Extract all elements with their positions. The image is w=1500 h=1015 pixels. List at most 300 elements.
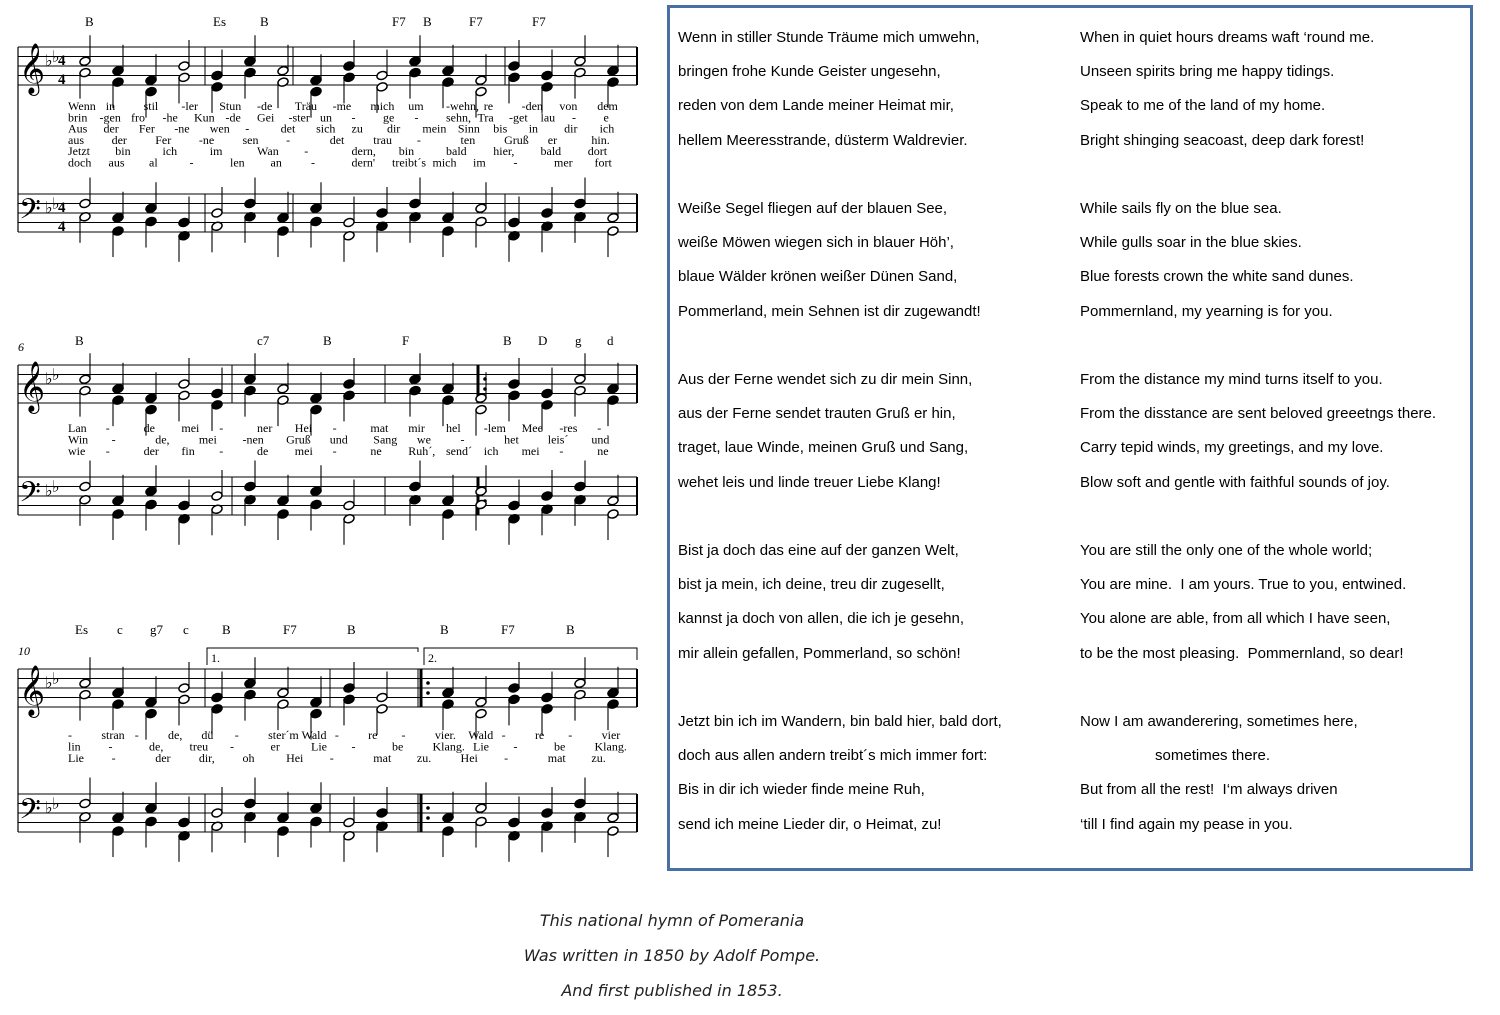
lyric-syllable: an [270,155,282,170]
lyric-syllable: -nen [242,432,264,447]
lyric-syllable: im [473,155,486,170]
german-line: doch aus allen andern treibt´s mich immer fort: [678,747,988,765]
lyric-syllable: - [189,155,194,170]
lyric-syllable: - [334,728,339,742]
lyric-syllable: -de [225,110,241,125]
note-head [541,208,553,219]
lyric-syllable: -ler [181,99,199,113]
lyric-syllable: Wenn [68,99,96,113]
note-head [145,203,157,214]
german-line: aus der Ferne sendet trauten Gruß er hin, [678,405,956,423]
lyric-syllable: zu. [591,751,606,766]
lyric-syllable: be [554,739,566,754]
flat-sign: ♭ [45,673,53,692]
lyric-syllable: dern, [351,144,376,159]
note-head [310,486,322,497]
chord-symbol: B [222,622,231,637]
lyric-syllable: de, [149,739,164,754]
english-line: Blow soft and gentle with faithful sounds of joy. [1080,473,1390,491]
note-head [409,481,421,492]
note-head [343,390,355,401]
lyric-syllable: bin [398,144,415,159]
note-head [310,203,322,214]
lyric-syllable: Hei [294,421,313,435]
lyric-syllable: -he [162,110,178,125]
volta-bracket [424,648,637,665]
lyric-syllable: - [501,728,506,742]
lyric-syllable: und [591,432,610,447]
flat-sign: ♭ [45,798,53,817]
chord-symbol: B [75,333,84,348]
lyric-syllable: mat [370,421,389,435]
note-head [475,708,487,719]
note-head [310,216,322,227]
lyric-syllable: Hei [460,751,478,766]
chord-symbol: B [323,333,332,348]
treble-clef: 𝄞 [19,361,46,412]
note-head [178,694,190,705]
note-head [277,395,289,406]
chord-symbol: F7 [283,622,297,637]
english-line: Blue forests crown the white sand dunes. [1080,268,1354,286]
lyric-syllable: mich [432,155,457,170]
lyric-syllable: - [401,728,406,742]
lyric-syllable: we [416,432,431,447]
note-head [211,704,223,715]
note-head [178,217,190,228]
lyric-syllable: in [528,121,539,136]
note-head [541,400,553,411]
lyric-syllable: Wald [301,728,327,742]
note-head [376,70,388,81]
lyric-syllable: -ne [198,132,215,147]
note-head [112,495,124,506]
note-head [607,395,619,406]
note-head [178,72,190,83]
english-line: But from all the rest! I‘m always driven [1080,781,1338,799]
note-head [112,77,124,88]
lyric-syllable: Tra [477,110,494,125]
lyric-syllable: - [351,739,356,754]
lyric-syllable: -ne [174,121,190,136]
lyric-syllable: - [245,121,250,136]
lyric-syllable: leis´ [547,432,569,447]
lyric-syllable: - [304,144,309,159]
note-head [145,816,157,827]
chord-symbol: F [402,333,410,348]
lyric-syllable: der [155,751,171,766]
lyric-syllable: hel [446,421,461,435]
lyrics-translation-box [667,5,1473,871]
chord-symbol: d [607,333,614,348]
lyric-syllable: bald [446,144,467,159]
english-line: Now I am awanderering, sometimes here, [1080,713,1358,730]
note-head [79,678,91,689]
lyric-syllable: - [414,110,419,125]
lyric-syllable: ten [460,132,476,147]
lyric-syllable: re [368,728,378,742]
note-head [277,687,289,698]
lyric-syllable: vier [601,728,621,742]
lyric-syllable: ich [162,144,178,159]
note-head [112,812,124,823]
note-head [607,687,619,698]
lyric-syllable: re [534,728,545,742]
german-line: traget, laue Winde, meinen Gruß und Sang, [678,439,969,457]
time-signature: 4 [58,53,66,69]
lyric-syllable: sen [242,132,259,147]
lyric-syllable: - [234,728,239,742]
measure-number: 10 [18,644,30,658]
note-head [79,385,91,396]
german-line: Bis in dir ich wieder finde meine Ruh, [678,781,925,799]
lyric-syllable: ich [483,444,499,459]
note-head [145,803,157,814]
note-head [112,509,124,520]
note-head [475,404,487,415]
lyric-syllable: mei [181,421,200,435]
note-head [574,198,586,209]
lyric-syllable: ich [599,121,615,136]
note-head [343,217,355,228]
lyric-syllable: um [408,99,424,113]
chord-symbol: g7 [150,622,163,637]
lyric-syllable: Wald [468,728,494,742]
lyric-syllable: von [559,99,578,113]
lyric-syllable: Hei [286,751,304,766]
lyric-syllable: ner [257,421,273,435]
german-line: hellem Meeresstrande, düsterm Waldrevier. [678,131,968,149]
german-line: blaue Wälder krönen weißer Dünen Sand, [678,268,958,286]
lyric-syllable: sehn, [446,110,471,125]
flat-sign: ♭ [45,369,53,388]
note-head [112,212,124,223]
time-signature: 4 [58,200,66,216]
note-head [607,699,619,710]
lyric-syllable: be [392,739,404,754]
note-head [442,77,454,88]
note-head [211,388,223,399]
lyric-syllable: sich [316,121,336,136]
note-head [244,67,256,78]
german-line: Bist ja doch das eine auf der ganzen Welt, [678,542,959,559]
english-line: Carry tepid winds, my greetings, and my love. [1080,439,1384,457]
repeat-dot [426,816,430,820]
note-head [310,816,322,827]
chord-symbol: Es [213,14,226,29]
note-head [475,75,487,86]
lyric-syllable: bin [115,144,131,159]
lyric-syllable: - [329,751,334,766]
lyric-syllable: re [483,99,494,113]
note-head [541,82,553,93]
lyric-syllable: Gruß [286,432,311,447]
note-head [211,491,223,502]
lyric-syllable: - [332,421,337,435]
lyric-syllable: der [143,444,159,459]
note-head [112,383,124,394]
lyric-syllable: -me [332,99,352,113]
note-head [541,70,553,81]
note-head [607,65,619,76]
lyric-syllable: vier. [434,728,456,742]
note-head [277,65,289,76]
note-head [475,203,487,214]
chord-symbol: B [503,333,512,348]
note-head [442,226,454,237]
note-head [475,803,487,814]
flat-sign: ♭ [52,47,60,66]
note-head [574,798,586,809]
lyric-syllable: - [559,444,564,459]
caption-line: This national hymn of Pomerania [539,911,805,930]
note-head [574,67,586,78]
note-head [310,803,322,814]
german-line: Pommerland, mein Sehnen ist dir zugewandt! [678,302,981,320]
lyric-syllable: mei [521,444,540,459]
note-head [442,812,454,823]
note-head [244,56,256,67]
note-head [607,495,619,506]
german-line: Wenn in stiller Stunde Träume mich umwehn, [678,29,980,46]
note-head [541,388,553,399]
flat-sign: ♭ [52,477,60,496]
note-head [607,77,619,88]
lyric-syllable: Stun [219,99,242,113]
lyric-syllable: - [230,739,234,754]
note-head [277,826,289,837]
note-head [343,72,355,83]
lyric-syllable: Fer [138,121,155,136]
lyric-syllable: wie [68,444,86,459]
note-head [508,817,520,828]
chord-symbol: Es [75,622,88,637]
note-head [310,75,322,86]
lyric-syllable: -get [509,110,528,125]
note-head [376,692,388,703]
note-head [574,481,586,492]
chord-symbol: F7 [501,622,515,637]
chord-symbol: B [260,14,269,29]
note-head [277,77,289,88]
lyric-syllable: Träu [294,99,318,113]
english-line: Speak to me of the land of my home. [1080,97,1326,115]
english-line: You are mine. I am yours. True to you, entwined. [1080,576,1407,594]
note-head [442,699,454,710]
lyric-syllable: in [105,99,116,113]
note-head [277,226,289,237]
note-head [475,697,487,708]
note-head [244,798,256,809]
german-line: Aus der Ferne wendet sich zu dir mein Sinn, [678,371,973,388]
lyric-syllable: mei [198,432,217,447]
lyric-syllable: wen [209,121,230,136]
lyric-syllable: dir [386,121,401,136]
note-head [244,198,256,209]
note-head [409,198,421,209]
lyric-syllable: zu [351,121,363,136]
note-head [79,198,91,209]
lyric-syllable: ne [597,444,609,459]
lyric-syllable: - [597,421,602,435]
lyric-syllable: - [219,444,224,459]
note-head [244,689,256,700]
note-head [475,86,487,97]
lyric-syllable: mat [547,751,566,766]
note-head [79,67,91,78]
bass-clef: 𝄢 [19,193,41,233]
treble-clef: 𝄞 [19,43,46,94]
lyric-syllable: al [149,155,158,170]
lyric-syllable: stran [101,728,125,742]
lyric-syllable: aus [68,132,84,147]
note-head [310,708,322,719]
german-line: send ich meine Lieder dir, o Heimat, zu! [678,815,942,833]
lyric-syllable: brin [68,110,88,125]
lyric-syllable: mer [554,155,573,170]
note-head [112,395,124,406]
note-head [112,687,124,698]
lyric-syllable: aus [108,155,125,170]
lyric-syllable: zu. [416,751,432,766]
lyric-syllable: Sinn [457,121,480,136]
note-head [79,481,91,492]
lyric-syllable: de [143,421,155,435]
measure-number: 6 [18,340,24,354]
lyric-syllable: Klang. [594,739,627,754]
english-line: to be the most pleasing. Pommernland, so dear! [1080,644,1404,662]
note-head [343,817,355,828]
lyric-syllable: Wan [257,144,279,159]
note-head [409,56,421,67]
lyric-syllable: dir, [198,751,215,766]
german-line: mir allein gefallen, Pommerland, so schön! [678,644,961,662]
note-head [244,678,256,689]
chord-symbol: D [538,333,548,348]
german-line: Jetzt bin ich im Wandern, bin bald hier, bald dort, [678,713,1002,730]
note-head [145,486,157,497]
english-line: ‘till I find again my pease in you. [1080,815,1293,833]
lyric-syllable: Gruß [504,132,529,147]
lyric-syllable: bald [540,144,562,159]
flat-sign: ♭ [52,194,60,213]
lyric-syllable: er [547,132,558,147]
lyric-syllable: det [329,132,345,147]
note-head [277,509,289,520]
german-line: bist ja mein, ich deine, treu dir zugesellt, [678,576,945,594]
lyric-syllable: mich [370,99,395,113]
note-head [574,678,586,689]
chord-symbol: B [85,14,94,29]
note-head [574,56,586,67]
note-head [409,67,421,78]
volta-label: 1. [211,651,220,665]
note-head [508,72,520,83]
chord-symbol: F7 [532,14,546,29]
german-line: Weiße Segel fliegen auf der blauen See, [678,200,948,217]
note-head [508,379,520,390]
lyric-syllable: -res [559,421,578,435]
volta-bracket [207,648,418,665]
note-head [607,826,619,837]
lyric-syllable: bis [493,121,508,136]
lyric-syllable: - [105,421,110,435]
note-head [244,481,256,492]
time-signature: 4 [58,219,66,235]
lyric-syllable: trau [373,132,392,147]
note-head [376,704,388,715]
note-head [112,699,124,710]
note-head [112,826,124,837]
lyric-syllable: der [111,132,127,147]
lyric-syllable: Klang. [432,739,465,754]
lyric-syllable: de [257,444,269,459]
lyric-syllable: mir [408,421,425,435]
lyric-syllable: stil [143,99,159,113]
repeat-dot [426,691,430,695]
lyric-syllable: send´ [446,444,472,459]
note-head [310,393,322,404]
note-head [508,61,520,72]
note-head [607,509,619,520]
note-head [310,499,322,510]
lyric-syllable: -lem [483,421,506,435]
lyric-syllable: -gen [99,110,121,125]
english-line: While gulls soar in the blue skies. [1080,234,1302,252]
flat-sign: ♭ [52,669,60,688]
lyric-syllable: - [504,751,509,766]
lyric-syllable: - [513,155,518,170]
lyric-syllable: e [603,110,609,125]
note-head [211,70,223,81]
chord-symbol: B [566,622,575,637]
lyric-syllable: - [111,751,116,766]
german-line: weiße Möwen wiegen sich in blauer Höh’, [678,234,954,252]
note-head [343,61,355,72]
note-head [574,374,586,385]
lyric-syllable: Gei [257,110,275,125]
lyric-syllable: - [416,132,421,147]
repeat-dot [426,681,430,685]
lyric-syllable: de, [168,728,183,742]
repeat-dot [426,806,430,810]
lyric-syllable: Lie [311,739,327,754]
caption-line: Was written in 1850 by Adolf Pompe. [523,946,821,965]
note-head [442,212,454,223]
note-head [376,808,388,819]
lyric-syllable: fro [131,110,145,125]
chord-symbol: B [440,622,449,637]
lyric-syllable: lin [68,739,81,754]
lyric-syllable: hin. [591,132,610,147]
note-head [211,208,223,219]
caption-line: And first published in 1853. [561,981,783,1000]
lyric-syllable: dü [201,728,214,742]
note-head [211,82,223,93]
lyric-syllable: det [280,121,296,136]
note-head [442,687,454,698]
english-line: When in quiet hours dreams waft ‘round me. [1080,29,1375,46]
lyric-syllable: dern' [351,155,375,170]
note-head [145,86,157,97]
note-head [178,500,190,511]
note-head [541,692,553,703]
chord-symbol: F7 [392,14,406,29]
lyric-syllable: - [134,728,139,742]
english-line: Pommernland, my yearning is for you. [1080,302,1333,320]
score-svg [0,0,660,890]
lyric-syllable: ge [383,110,395,125]
